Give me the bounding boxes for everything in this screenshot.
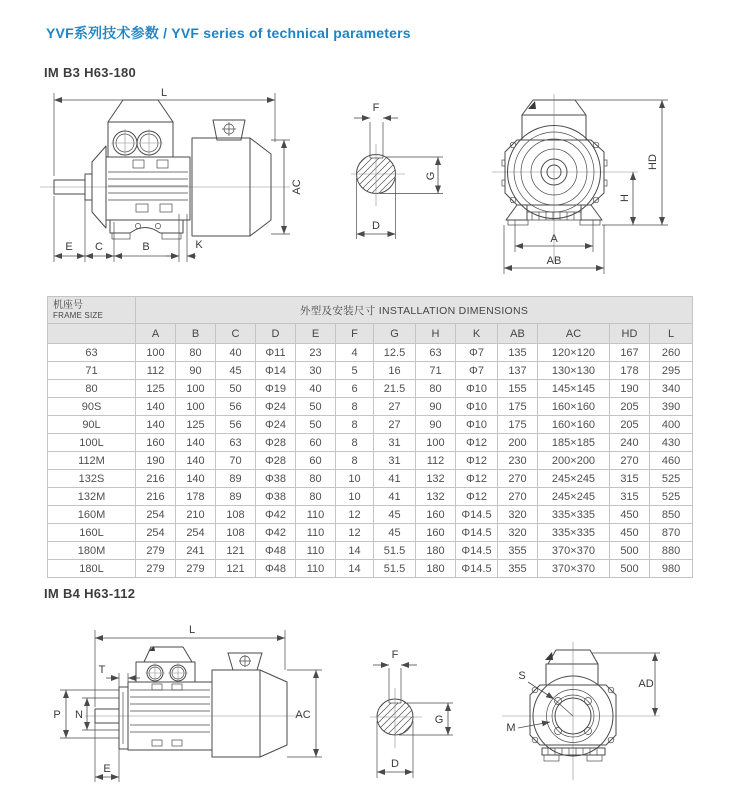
dimension-table-body xyxy=(48,344,693,578)
dimension-cell: 60 xyxy=(296,452,336,470)
dimension-cell: 245×245 xyxy=(538,470,610,488)
dim-label-ac: AC xyxy=(291,179,303,195)
dimension-cell: 45 xyxy=(374,524,416,542)
b4-front-view-diagram xyxy=(488,628,734,808)
dimension-cell: 8 xyxy=(336,398,374,416)
dim-label-d: D xyxy=(391,758,399,770)
dimension-cell: 241 xyxy=(176,542,216,560)
dimension-cell: 210 xyxy=(176,506,216,524)
dimension-cell: 185×185 xyxy=(538,434,610,452)
dimension-cell: 50 xyxy=(296,416,336,434)
dim-label-k: K xyxy=(195,239,203,251)
dimension-cell: 14 xyxy=(336,560,374,578)
dimension-cell: Φ12 xyxy=(456,452,498,470)
dimension-cell: Φ10 xyxy=(456,380,498,398)
dimension-cell: 254 xyxy=(176,524,216,542)
dimension-cell: 400 xyxy=(650,416,693,434)
dimension-cell: 355 xyxy=(498,542,538,560)
section-heading-b4: IM B4 H63-112 xyxy=(44,586,136,601)
dimension-cell: Φ19 xyxy=(256,380,296,398)
dimension-cell: 254 xyxy=(136,506,176,524)
dimension-cell: 500 xyxy=(610,542,650,560)
dim-label-c: C xyxy=(95,241,103,253)
dimension-cell: 110 xyxy=(296,542,336,560)
column-header-k: K xyxy=(456,324,498,344)
dimension-cell: 205 xyxy=(610,416,650,434)
dimension-cell: 80 xyxy=(296,470,336,488)
dimension-cell: Φ14.5 xyxy=(456,542,498,560)
dimension-cell: 525 xyxy=(650,470,693,488)
dim-label-a: A xyxy=(550,233,558,245)
dimension-cell: Φ11 xyxy=(256,344,296,362)
installation-dimensions-table xyxy=(47,296,693,578)
dimension-cell: 6 xyxy=(336,380,374,398)
frame-size-cell: 180L xyxy=(48,560,136,578)
dimension-cell: 137 xyxy=(498,362,538,380)
frame-size-cell: 160L xyxy=(48,524,136,542)
dimension-cell: 140 xyxy=(136,416,176,434)
dimension-cell: 110 xyxy=(296,506,336,524)
dimension-cell: 100 xyxy=(176,398,216,416)
frame-size-cell: 132M xyxy=(48,488,136,506)
dimension-cell: 12.5 xyxy=(374,344,416,362)
dim-label-n: N xyxy=(75,709,83,721)
dimension-cell: 4 xyxy=(336,344,374,362)
column-header-ac: AC xyxy=(538,324,610,344)
column-header-h: H xyxy=(416,324,456,344)
dimension-cell: 230 xyxy=(498,452,538,470)
dimension-cell: 279 xyxy=(136,560,176,578)
dimension-cell: 320 xyxy=(498,524,538,542)
table-head xyxy=(48,297,693,344)
dimension-cell: Φ42 xyxy=(256,506,296,524)
dimension-cell: 8 xyxy=(336,452,374,470)
dimensions-header: 外型及安装尺寸 INSTALLATION DIMENSIONS xyxy=(136,297,693,324)
dim-label-l: L xyxy=(188,624,196,636)
dimension-cell: 240 xyxy=(610,434,650,452)
dimension-cell: 21.5 xyxy=(374,380,416,398)
dimension-cell: 178 xyxy=(176,488,216,506)
dimension-cell: Φ14.5 xyxy=(456,560,498,578)
table-row xyxy=(48,344,693,362)
dimension-cell: 63 xyxy=(416,344,456,362)
dimension-cell: 112 xyxy=(416,452,456,470)
dimension-cell: Φ12 xyxy=(456,470,498,488)
dimension-cell: 390 xyxy=(650,398,693,416)
table-row xyxy=(48,452,693,470)
dimension-cell: 16 xyxy=(374,362,416,380)
dimension-cell: 125 xyxy=(136,380,176,398)
dim-label-p: P xyxy=(53,709,61,721)
dimension-cell: Φ24 xyxy=(256,398,296,416)
dimension-cell: Φ24 xyxy=(256,416,296,434)
dimension-cell: Φ28 xyxy=(256,434,296,452)
dimension-cell: 200×200 xyxy=(538,452,610,470)
dimension-cell: 8 xyxy=(336,416,374,434)
dimension-cell: 160×160 xyxy=(538,398,610,416)
dimension-cell: 500 xyxy=(610,560,650,578)
dimension-cell: 90 xyxy=(416,416,456,434)
dimension-cell: Φ7 xyxy=(456,344,498,362)
dimension-cell: 41 xyxy=(374,488,416,506)
dimension-cell: 140 xyxy=(136,398,176,416)
dimension-cell: 27 xyxy=(374,416,416,434)
table-row xyxy=(48,542,693,560)
frame-size-label-cn: 机座号 xyxy=(53,299,83,311)
dimension-cell: Φ38 xyxy=(256,488,296,506)
dim-label-l: L xyxy=(160,87,168,99)
dimension-cell: 120×120 xyxy=(538,344,610,362)
dimension-cell: Φ28 xyxy=(256,452,296,470)
column-header-hd: HD xyxy=(610,324,650,344)
dimension-cell: 8 xyxy=(336,434,374,452)
dimension-cell: 5 xyxy=(336,362,374,380)
dimension-cell: 178 xyxy=(610,362,650,380)
dim-label-e: E xyxy=(103,763,111,775)
dimension-cell: 340 xyxy=(650,380,693,398)
column-header-l: L xyxy=(650,324,693,344)
dimension-cell: 30 xyxy=(296,362,336,380)
b4-front-drawing xyxy=(502,642,660,780)
dimension-cell: 450 xyxy=(610,524,650,542)
column-header-row xyxy=(48,324,693,344)
dimension-cell: 175 xyxy=(498,416,538,434)
dimension-cell: 41 xyxy=(374,470,416,488)
dimension-cell: 870 xyxy=(650,524,693,542)
frame-size-header xyxy=(48,297,136,324)
table-row xyxy=(48,488,693,506)
dimension-cell: 155 xyxy=(498,380,538,398)
dimension-cell: 450 xyxy=(610,506,650,524)
dimension-cell: Φ7 xyxy=(456,362,498,380)
dimension-cell: 108 xyxy=(216,524,256,542)
dimension-cell: 980 xyxy=(650,560,693,578)
section-heading-b3: IM B3 H63-180 xyxy=(44,65,137,80)
dimension-cell: 315 xyxy=(610,470,650,488)
dimension-cell: 140 xyxy=(176,452,216,470)
dimension-cell: 320 xyxy=(498,506,538,524)
dimension-cell: 89 xyxy=(216,488,256,506)
dimension-cell: 850 xyxy=(650,506,693,524)
dimension-cell: 190 xyxy=(136,452,176,470)
dimension-cell: 335×335 xyxy=(538,506,610,524)
dimension-cell: 90 xyxy=(176,362,216,380)
dimension-cell: 45 xyxy=(374,506,416,524)
table-row xyxy=(48,380,693,398)
dimension-cell: 355 xyxy=(498,560,538,578)
dimension-cell: 135 xyxy=(498,344,538,362)
column-header-d: D xyxy=(256,324,296,344)
column-header-a: A xyxy=(136,324,176,344)
dim-label-e: E xyxy=(65,241,73,253)
dimension-cell: 270 xyxy=(498,488,538,506)
dimension-cell: 216 xyxy=(136,488,176,506)
column-header-c: C xyxy=(216,324,256,344)
page-title: YVF系列技术参数 / YVF series of technical parameters xyxy=(46,25,411,41)
frame-size-cell: 132S xyxy=(48,470,136,488)
dimension-cell: 167 xyxy=(610,344,650,362)
column-header-b: B xyxy=(176,324,216,344)
dimension-cell: 430 xyxy=(650,434,693,452)
dimension-cell: 145×145 xyxy=(538,380,610,398)
dimension-cell: 51.5 xyxy=(374,560,416,578)
dim-label-s: S xyxy=(518,670,526,682)
column-header-g: G xyxy=(374,324,416,344)
dimension-cell: 60 xyxy=(296,434,336,452)
dimension-cell: 279 xyxy=(136,542,176,560)
dimension-cell: 216 xyxy=(136,470,176,488)
dimension-cell: Φ10 xyxy=(456,398,498,416)
dim-label-h: H xyxy=(619,194,631,202)
dimension-cell: 71 xyxy=(416,362,456,380)
column-header-e: E xyxy=(296,324,336,344)
frame-col-spacer xyxy=(48,324,136,344)
b3-front-view-diagram xyxy=(478,84,710,286)
dimension-cell: 27 xyxy=(374,398,416,416)
frame-size-cell: 100L xyxy=(48,434,136,452)
dimension-cell: 89 xyxy=(216,470,256,488)
dimension-cell: 245×245 xyxy=(538,488,610,506)
dimension-cell: 50 xyxy=(296,398,336,416)
frame-size-cell: 71 xyxy=(48,362,136,380)
dim-label-ac: AC xyxy=(295,709,311,721)
frame-size-cell: 90L xyxy=(48,416,136,434)
b3-side-view-diagram xyxy=(38,86,328,284)
b3-shaft-section-diagram xyxy=(330,86,470,281)
dimension-cell: 108 xyxy=(216,506,256,524)
frame-size-label-en: FRAME SIZE xyxy=(53,310,104,320)
dimension-cell: 279 xyxy=(176,560,216,578)
dimension-cell: 140 xyxy=(176,434,216,452)
frame-size-cell: 90S xyxy=(48,398,136,416)
dimension-cell: Φ12 xyxy=(456,488,498,506)
table-row xyxy=(48,434,693,452)
lifting-eye-icon xyxy=(228,653,262,670)
dimension-cell: 295 xyxy=(650,362,693,380)
dimension-cell: 40 xyxy=(216,344,256,362)
dimension-cell: Φ14 xyxy=(256,362,296,380)
dimension-cell: 90 xyxy=(416,398,456,416)
dim-label-ab: AB xyxy=(546,255,562,267)
dimension-cell: 335×335 xyxy=(538,524,610,542)
lifting-eye-icon xyxy=(213,120,245,140)
dimension-cell: Φ14.5 xyxy=(456,506,498,524)
b4-side-drawing xyxy=(60,630,322,782)
dimension-cell: 80 xyxy=(296,488,336,506)
dimension-cell: 460 xyxy=(650,452,693,470)
b3-front-drawing xyxy=(492,94,668,274)
dim-label-g: G xyxy=(434,714,444,726)
dimension-cell: 140 xyxy=(176,470,216,488)
dimension-cell: 45 xyxy=(216,362,256,380)
b4-shaft-section-diagram xyxy=(358,638,480,808)
dimension-cell: 31 xyxy=(374,452,416,470)
dimension-cell: 125 xyxy=(176,416,216,434)
dimension-cell: 160 xyxy=(416,506,456,524)
dim-label-f: F xyxy=(372,102,380,114)
dimension-cell: 10 xyxy=(336,470,374,488)
dimension-cell: 880 xyxy=(650,542,693,560)
b3-side-drawing xyxy=(40,93,290,262)
frame-size-cell: 63 xyxy=(48,344,136,362)
dimension-cell: 160 xyxy=(136,434,176,452)
frame-size-cell: 180M xyxy=(48,542,136,560)
dimension-cell: 270 xyxy=(498,470,538,488)
dimension-cell: Φ14.5 xyxy=(456,524,498,542)
dimension-cell: 205 xyxy=(610,398,650,416)
dimension-cell: 51.5 xyxy=(374,542,416,560)
dimension-cell: 112 xyxy=(136,362,176,380)
dim-label-f: F xyxy=(391,649,399,661)
dimension-cell: 130×130 xyxy=(538,362,610,380)
dimension-cell: 70 xyxy=(216,452,256,470)
dimension-cell: 175 xyxy=(498,398,538,416)
table-row xyxy=(48,506,693,524)
table-row xyxy=(48,398,693,416)
dimension-cell: 12 xyxy=(336,506,374,524)
dimension-cell: 180 xyxy=(416,542,456,560)
dimension-cell: 121 xyxy=(216,542,256,560)
b4-side-view-diagram xyxy=(38,618,340,808)
table-header-row xyxy=(48,297,693,324)
dimension-cell: 180 xyxy=(416,560,456,578)
table-row xyxy=(48,362,693,380)
dim-label-m: M xyxy=(506,722,516,734)
table-row xyxy=(48,524,693,542)
dimension-cell: 100 xyxy=(416,434,456,452)
table-row xyxy=(48,470,693,488)
dimension-cell: Φ48 xyxy=(256,542,296,560)
dim-label-ad: AD xyxy=(638,678,654,690)
column-header-f: F xyxy=(336,324,374,344)
dimension-cell: 370×370 xyxy=(538,542,610,560)
dimension-cell: 132 xyxy=(416,470,456,488)
table-row xyxy=(48,416,693,434)
dimension-cell: 63 xyxy=(216,434,256,452)
dimension-cell: 12 xyxy=(336,524,374,542)
dimension-cell: 100 xyxy=(136,344,176,362)
dimension-cell: 254 xyxy=(136,524,176,542)
dimension-cell: 110 xyxy=(296,560,336,578)
dimension-cell: 315 xyxy=(610,488,650,506)
dimension-cell: 23 xyxy=(296,344,336,362)
dimension-cell: 10 xyxy=(336,488,374,506)
dimension-cell: 160×160 xyxy=(538,416,610,434)
dim-label-d: D xyxy=(372,220,380,232)
dimension-cell: 110 xyxy=(296,524,336,542)
frame-size-cell: 80 xyxy=(48,380,136,398)
dimension-cell: 190 xyxy=(610,380,650,398)
dimension-cell: Φ48 xyxy=(256,560,296,578)
dim-label-g: G xyxy=(425,171,437,181)
dim-label-b: B xyxy=(142,241,150,253)
dimension-cell: 100 xyxy=(176,380,216,398)
column-header-ab: AB xyxy=(498,324,538,344)
dimension-cell: 50 xyxy=(216,380,256,398)
dimension-cell: 14 xyxy=(336,542,374,560)
frame-size-cell: 160M xyxy=(48,506,136,524)
dimension-cell: 270 xyxy=(610,452,650,470)
dimension-cell: 80 xyxy=(176,344,216,362)
dimension-cell: Φ10 xyxy=(456,416,498,434)
dim-label-t: T xyxy=(98,664,106,676)
dimension-cell: 56 xyxy=(216,416,256,434)
dimension-cell: 370×370 xyxy=(538,560,610,578)
dimension-cell: 40 xyxy=(296,380,336,398)
dimension-cell: 132 xyxy=(416,488,456,506)
dimension-cell: Φ12 xyxy=(456,434,498,452)
dimension-cell: 525 xyxy=(650,488,693,506)
dimension-cell: 80 xyxy=(416,380,456,398)
table-row xyxy=(48,560,693,578)
dimension-cell: 31 xyxy=(374,434,416,452)
dimension-cell: 56 xyxy=(216,398,256,416)
dimension-cell: 121 xyxy=(216,560,256,578)
dimension-cell: Φ38 xyxy=(256,470,296,488)
dimension-cell: 200 xyxy=(498,434,538,452)
dimension-cell: 160 xyxy=(416,524,456,542)
frame-size-cell: 112M xyxy=(48,452,136,470)
dim-label-hd: HD xyxy=(647,154,659,170)
dimension-cell: 260 xyxy=(650,344,693,362)
dimension-cell: Φ42 xyxy=(256,524,296,542)
